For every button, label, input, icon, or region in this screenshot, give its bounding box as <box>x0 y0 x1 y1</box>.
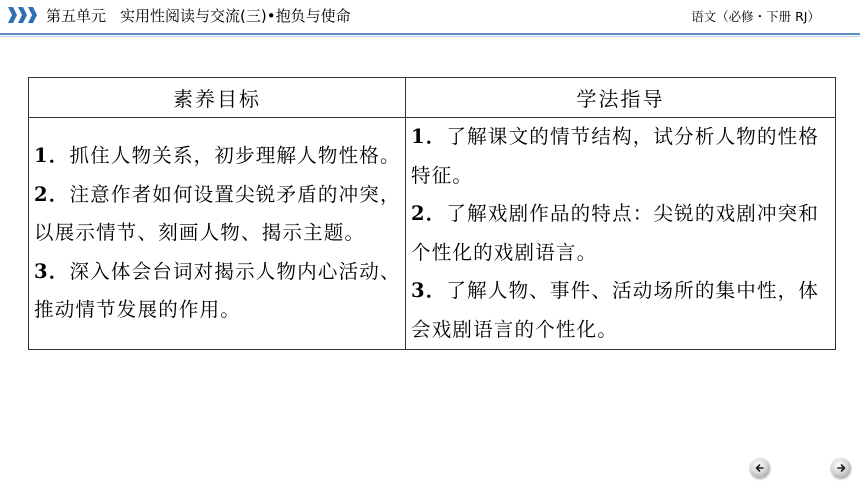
book-label: 语文（必修・下册 RJ） <box>691 9 820 24</box>
unit-label: 第五单元 <box>46 7 107 25</box>
method-item <box>411 272 831 349</box>
method-number: 3． <box>411 279 447 302</box>
method-number: 1． <box>411 125 447 148</box>
arrow-left-icon <box>754 462 766 474</box>
header-divider-thin <box>0 36 860 37</box>
goal-item <box>34 253 401 330</box>
goals-cell <box>29 118 406 350</box>
method-text: 了解戏剧作品的特点：尖锐的戏剧冲突和个性化的戏剧语言。 <box>411 202 820 264</box>
arrow-right-icon <box>835 462 847 474</box>
goal-item <box>34 176 401 253</box>
table-body-row <box>29 118 836 350</box>
header-methods: 学法指导 <box>406 78 836 118</box>
table-header-row <box>29 78 836 118</box>
objectives-table <box>28 77 836 350</box>
methods-cell <box>406 118 836 350</box>
method-item <box>411 118 831 195</box>
goal-text: 深入体会台词对揭示人物内心活动、推动情节发展的作用。 <box>34 259 401 322</box>
goal-item <box>34 137 401 176</box>
header-divider <box>0 33 860 35</box>
method-number: 2． <box>411 202 447 225</box>
previous-slide-button[interactable] <box>750 458 770 478</box>
goal-text: 抓住人物关系，初步理解人物性格。 <box>69 144 401 168</box>
method-text: 了解人物、事件、活动场所的集中性，体会戏剧语言的个性化。 <box>411 279 820 341</box>
chevrons-icon <box>8 7 38 25</box>
goal-number: 3． <box>34 259 70 283</box>
goal-number: 1． <box>34 144 70 168</box>
method-text: 了解课文的情节结构，试分析人物的性格特征。 <box>411 125 820 187</box>
section-title: 实用性阅读与交流(三)•抱负与使命 <box>120 7 351 25</box>
method-item <box>411 195 831 272</box>
goal-text: 注意作者如何设置尖锐矛盾的冲突，以展示情节、刻画人物、揭示主题。 <box>34 182 401 245</box>
goal-number: 2． <box>34 182 70 206</box>
unit-title <box>46 6 351 26</box>
next-slide-button[interactable] <box>831 458 851 478</box>
header-bar <box>0 0 860 40</box>
header-goals: 素养目标 <box>29 78 406 118</box>
